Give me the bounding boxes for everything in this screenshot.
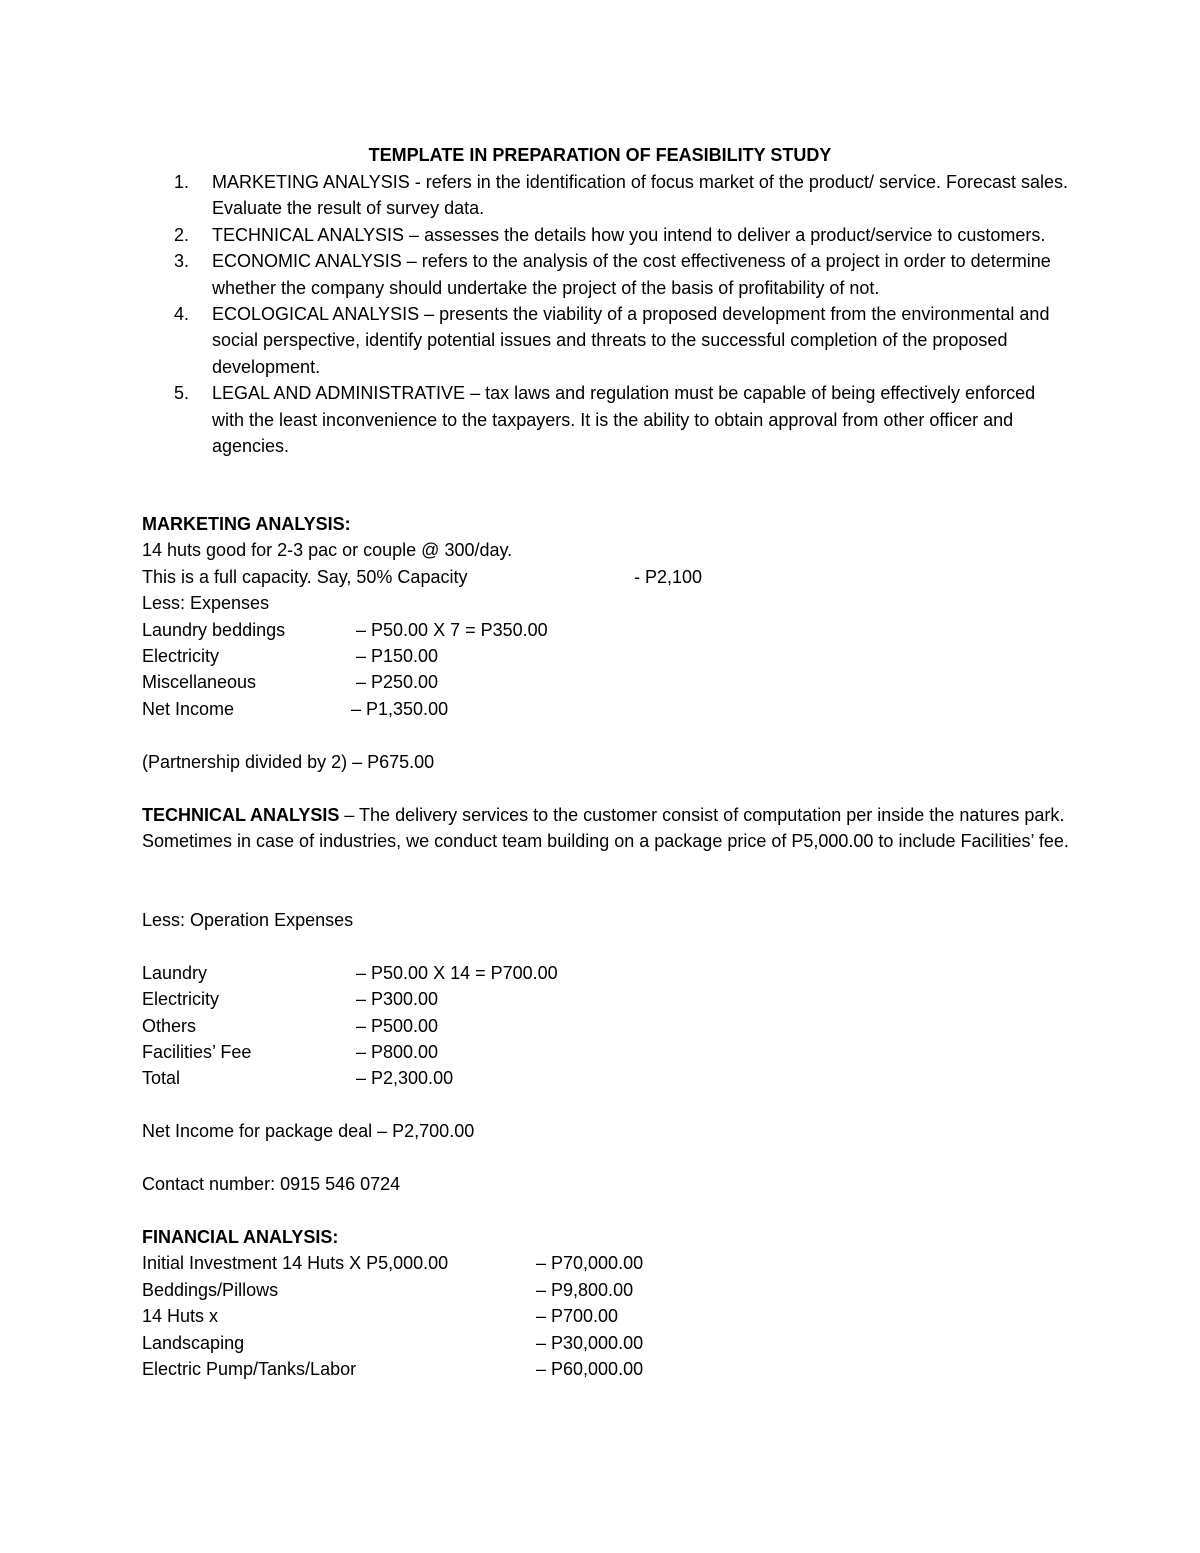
- capacity-row: [142, 564, 1082, 590]
- expense-label: Miscellaneous: [142, 672, 257, 693]
- less-expenses-label: Less: Expenses: [142, 593, 270, 614]
- list-number: 5.: [174, 383, 190, 404]
- list-number: 3.: [174, 251, 190, 272]
- expense-label: Others: [142, 1015, 197, 1036]
- investment-value: – P30,000.00: [536, 1332, 644, 1353]
- list-number: 1.: [174, 172, 190, 192]
- total-label: Total: [142, 1068, 181, 1089]
- expense-row: [142, 986, 1082, 1012]
- expense-value: – P150.00: [356, 645, 439, 666]
- expense-row: [142, 1013, 1082, 1039]
- list-text: TECHNICAL ANALYSIS – assesses the details how you intend to deliver a product/service to customers.: [212, 224, 1046, 245]
- investment-value: – P60,000.00: [536, 1358, 644, 1379]
- marketing-analysis-section: [142, 511, 1082, 775]
- expense-value: – P800.00: [356, 1041, 439, 1062]
- investment-value: – P700.00: [536, 1306, 619, 1327]
- expense-label: Laundry beddings: [142, 619, 286, 640]
- list-text: LEGAL AND ADMINISTRATIVE – tax laws and regulation must be capable of being effectively enforced with the least inconvenience to the taxpayers. It is the ability to obtain approval from other officer and agencies.: [212, 383, 1036, 457]
- investment-row: [142, 1277, 1082, 1303]
- capacity-label: This is a full capacity. Say, 50% Capacity: [142, 566, 468, 587]
- investment-label: Landscaping: [142, 1332, 245, 1353]
- contact-number: Contact number: 0915 546 0724: [142, 1173, 401, 1194]
- list-item: [142, 248, 1072, 301]
- list-number: 2.: [174, 224, 190, 245]
- total-row: [142, 1065, 1082, 1091]
- operation-expenses-section: [142, 907, 1082, 1197]
- list-item: [142, 380, 1072, 459]
- expense-value: – P250.00: [356, 672, 439, 693]
- technical-heading: TECHNICAL ANALYSIS: [142, 805, 340, 825]
- investment-row: [142, 1250, 1082, 1276]
- expense-row: [142, 617, 1082, 643]
- expense-value: – P300.00: [356, 989, 439, 1010]
- expense-value: – P50.00 X 7 = P350.00: [356, 619, 548, 640]
- partnership-line: (Partnership divided by 2) – P675.00: [142, 751, 435, 772]
- expense-row: [142, 960, 1082, 986]
- investment-label: 14 Huts x: [142, 1306, 219, 1327]
- list-text: ECOLOGICAL ANALYSIS – presents the viability of a proposed development from the environmental and social perspective, identify potential issues and threats to the successful completion of the proposed development.: [212, 304, 1050, 377]
- net-income-row: [142, 696, 1082, 722]
- technical-analysis-paragraph: [142, 802, 1072, 855]
- investment-row: [142, 1303, 1082, 1329]
- list-item: [142, 222, 1072, 248]
- expense-label: Laundry: [142, 962, 208, 983]
- list-number: 4.: [174, 304, 190, 325]
- analysis-definitions-list: [142, 169, 1072, 459]
- expense-value: – P500.00: [356, 1015, 439, 1036]
- expense-row: [142, 643, 1082, 669]
- expense-label: Facilities’ Fee: [142, 1041, 252, 1062]
- investment-row: [142, 1330, 1082, 1356]
- net-income-label: Net Income: [142, 698, 235, 719]
- total-value: – P2,300.00: [356, 1068, 454, 1089]
- expense-row: [142, 669, 1082, 695]
- expense-value: – P50.00 X 14 = P700.00: [356, 962, 558, 983]
- technical-text: – The delivery services to the customer consist of computation per inside the natures park. Sometimes in case of industries, we conduct team building on a package price of P5,000.00 to include Facilities’ fee.: [142, 805, 1069, 852]
- list-text: MARKETING ANALYSIS - refers in the identification of focus market of the product/ service. Forecast sales. Evaluate the result of survey data.: [212, 172, 1069, 219]
- expense-label: Electricity: [142, 645, 220, 666]
- package-net-income: Net Income for package deal – P2,700.00: [142, 1121, 475, 1142]
- investment-row: [142, 1356, 1082, 1382]
- capacity-value: - P2,100: [634, 566, 703, 587]
- list-item: [142, 169, 1072, 222]
- list-item: [142, 301, 1072, 380]
- expense-label: Electricity: [142, 989, 220, 1010]
- list-text: ECONOMIC ANALYSIS – refers to the analysis of the cost effectiveness of a project in order to determine whether the company should undertake the project of the basis of profitability of not.: [212, 251, 1051, 298]
- financial-heading: FINANCIAL ANALYSIS:: [142, 1227, 339, 1247]
- investment-label: Initial Investment 14 Huts X P5,000.00: [142, 1253, 449, 1274]
- investment-value: – P70,000.00: [536, 1253, 644, 1274]
- operation-expenses-label: Less: Operation Expenses: [142, 910, 354, 930]
- financial-analysis-section: [142, 1224, 1082, 1382]
- investment-label: Electric Pump/Tanks/Labor: [142, 1358, 357, 1379]
- marketing-line: 14 huts good for 2-3 pac or couple @ 300/day.: [142, 540, 513, 561]
- marketing-heading: MARKETING ANALYSIS:: [142, 514, 351, 534]
- investment-label: Beddings/Pillows: [142, 1279, 279, 1300]
- investment-value: – P9,800.00: [536, 1279, 634, 1300]
- expense-row: [142, 1039, 1082, 1065]
- net-income-value: – P1,350.00: [351, 698, 449, 719]
- document-title: TEMPLATE IN PREPARATION OF FEASIBILITY STUDY: [368, 145, 832, 165]
